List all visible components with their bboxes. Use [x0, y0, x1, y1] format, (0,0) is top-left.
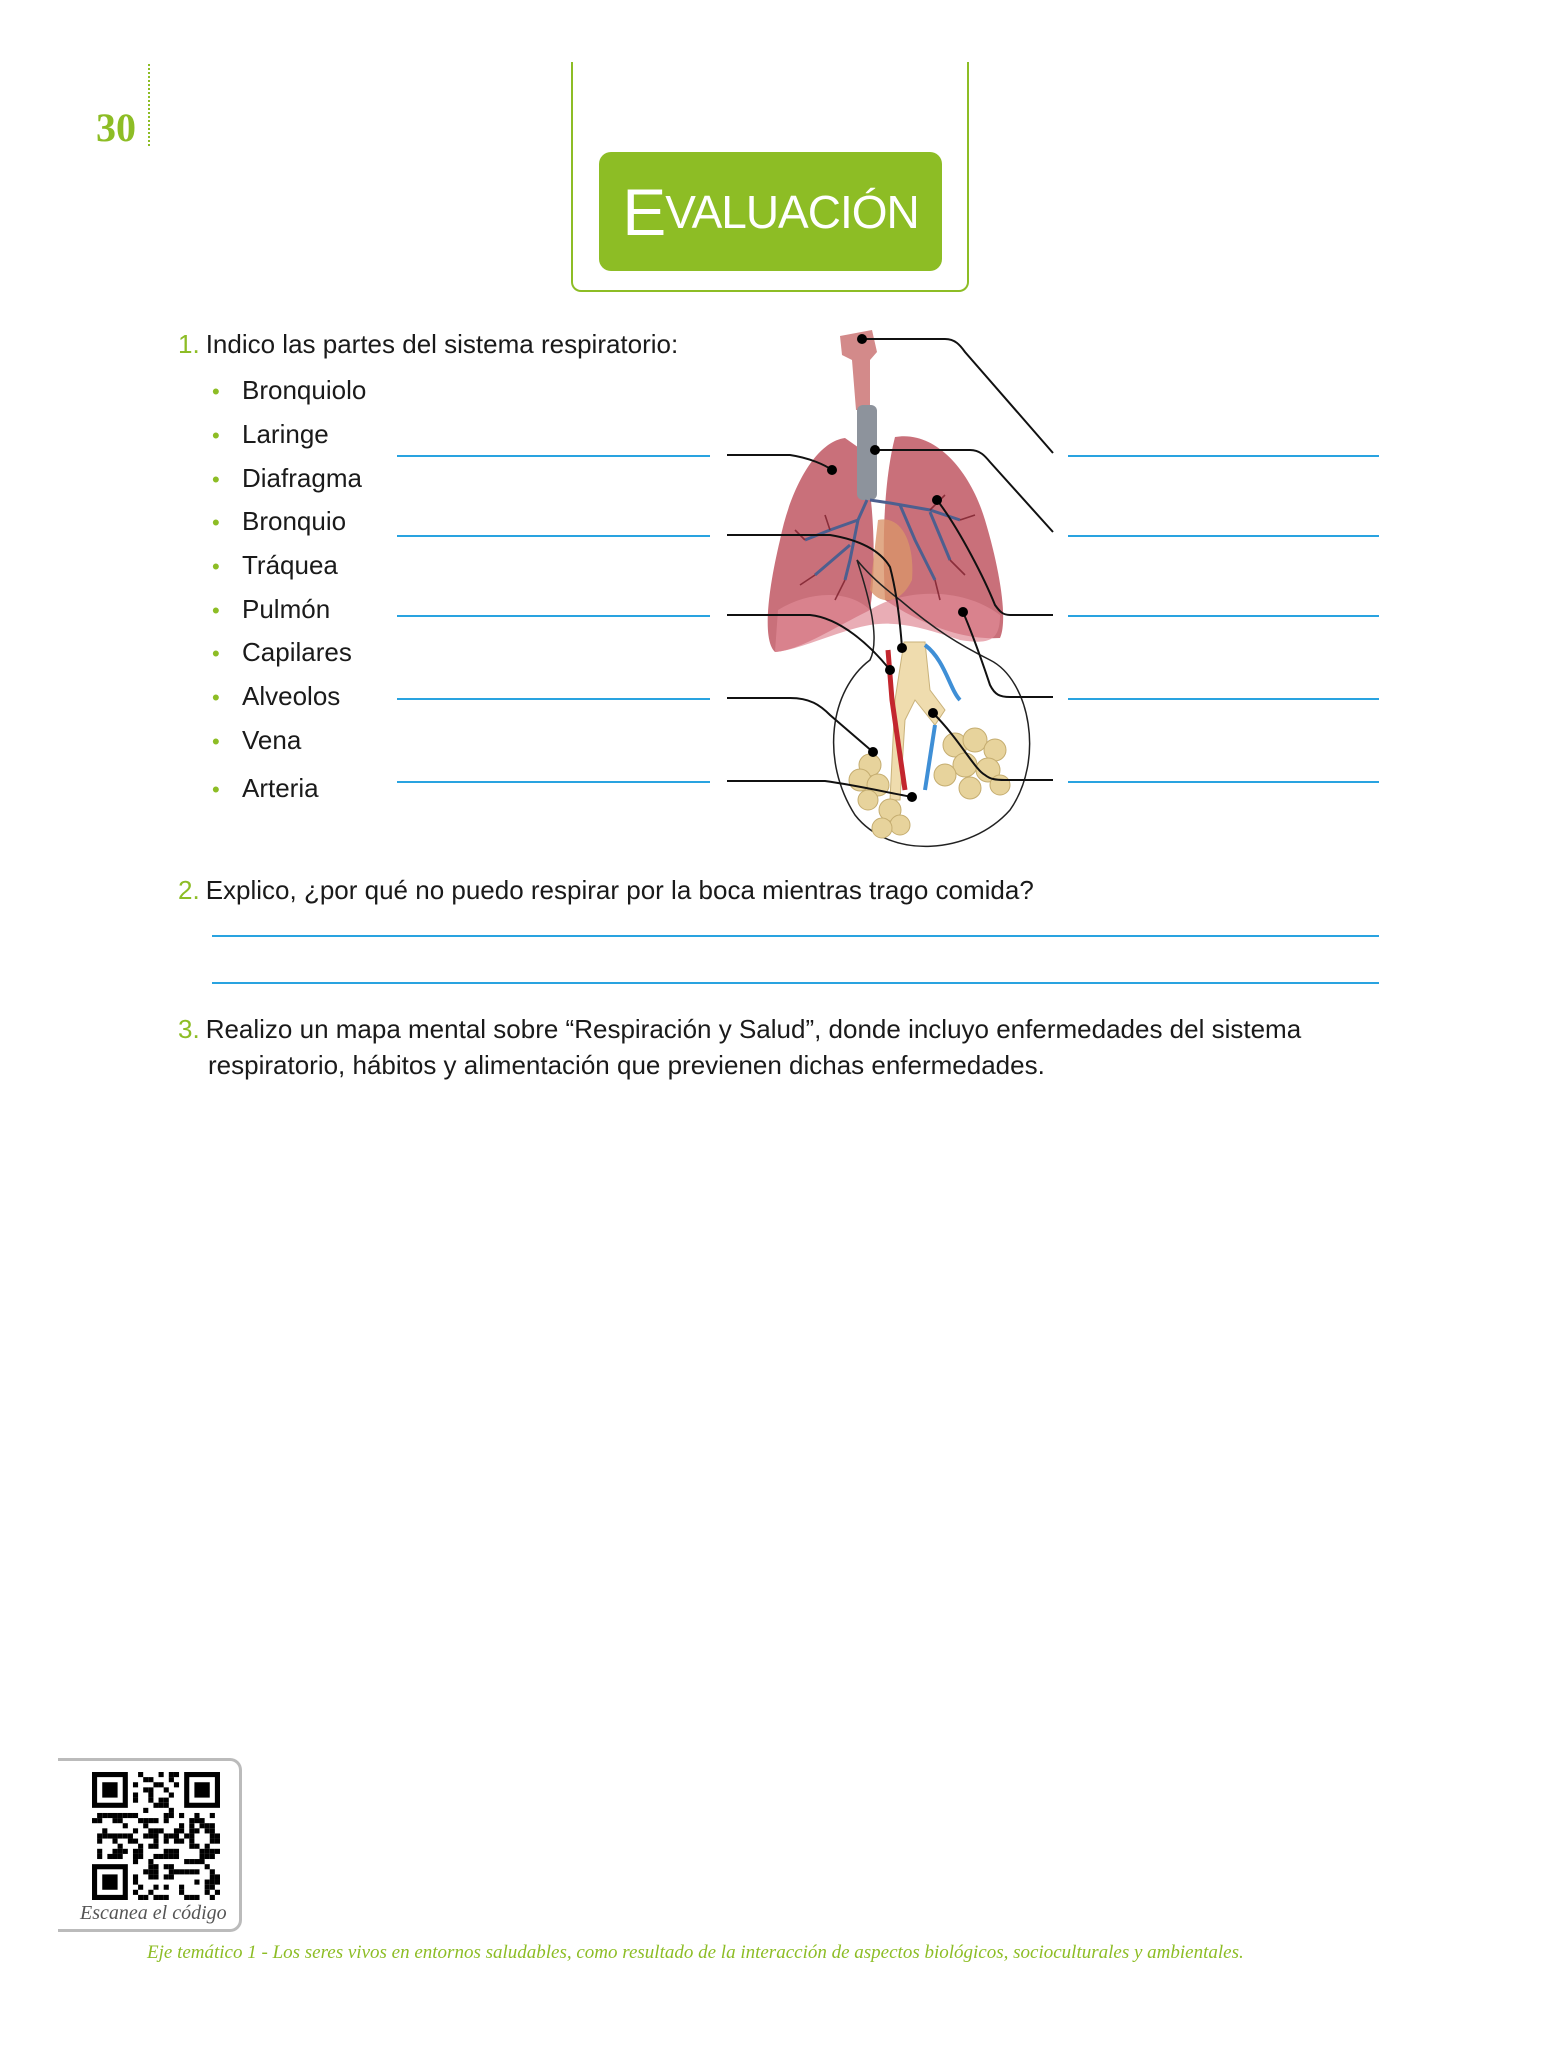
vein-vessel: [925, 645, 960, 790]
qr-code[interactable]: [92, 1772, 220, 1900]
zoom-outline: [834, 560, 1030, 846]
parts-list-item: [212, 419, 329, 450]
heart: [870, 519, 912, 600]
larynx: [840, 330, 877, 410]
answer-line[interactable]: [212, 982, 1379, 984]
question-text: Explico, ¿por qué no puedo respirar por la boca mientras trago comida?: [205, 875, 1034, 905]
title-rest: VALUACIÓN: [665, 185, 919, 238]
bullet-icon: •: [212, 554, 220, 579]
lung-base: [775, 594, 1000, 652]
part-label: Laringe: [242, 419, 329, 449]
leader-dots: [827, 334, 968, 802]
bullet-icon: •: [212, 598, 220, 623]
page-number-divider: [148, 64, 150, 146]
right-lung: [884, 436, 1003, 638]
bullet-icon: •: [212, 777, 220, 802]
bronchial-tree: [805, 500, 960, 580]
question-text: Realizo un mapa mental sobre “Respiración y Salud”, donde incluyo enfermedades del sistema: [205, 1014, 1302, 1044]
part-label: Capilares: [242, 637, 352, 667]
part-label: Diafragma: [242, 463, 362, 493]
bullet-icon: •: [212, 467, 220, 492]
bullet-icon: •: [212, 729, 220, 754]
qr-caption: Escanea el código: [80, 1902, 227, 1924]
artery-vessel: [888, 650, 905, 790]
bullet-icon: •: [212, 379, 220, 404]
footer-theme: Eje temático 1 - Los seres vivos en entornos saludables, como resultado de la interacción de aspectos biológicos, socioculturales y ambientales.: [147, 1942, 1244, 1963]
parts-list-item: [212, 550, 338, 581]
answer-line[interactable]: [1068, 455, 1379, 457]
question-1: [178, 326, 678, 362]
part-label: Arteria: [242, 773, 319, 803]
trachea: [857, 405, 877, 500]
bullet-icon: •: [212, 423, 220, 448]
bullet-icon: •: [212, 641, 220, 666]
leader-lines: [727, 339, 1053, 797]
parts-list-item: [212, 725, 301, 756]
question-2: [178, 872, 1034, 908]
title-initial: E: [622, 174, 666, 249]
question-number: 3.: [178, 1014, 200, 1044]
bronchiole-tube: [890, 642, 945, 800]
part-label: Bronquiolo: [242, 375, 367, 405]
answer-line[interactable]: [1068, 781, 1379, 783]
bullet-icon: •: [212, 685, 220, 710]
parts-list-item: [212, 506, 346, 537]
page-title: [599, 152, 942, 271]
answer-line[interactable]: [212, 935, 1379, 937]
page-number: 30: [96, 105, 136, 150]
answer-line[interactable]: [1068, 615, 1379, 617]
part-label: Alveolos: [242, 681, 341, 711]
bullet-icon: •: [212, 510, 220, 535]
question-text: Indico las partes del sistema respiratorio:: [205, 329, 679, 359]
parts-list-item: [212, 773, 319, 804]
answer-line[interactable]: [397, 698, 710, 700]
part-label: Vena: [242, 725, 302, 755]
question-3: [178, 1011, 1301, 1083]
question-number: 2.: [178, 875, 200, 905]
question-number: 1.: [178, 329, 200, 359]
part-label: Tráquea: [242, 550, 338, 580]
parts-list-item: [212, 375, 366, 406]
answer-line[interactable]: [1068, 698, 1379, 700]
answer-line[interactable]: [397, 455, 710, 457]
answer-line[interactable]: [397, 535, 710, 537]
left-lung: [768, 438, 874, 652]
parts-list-item: [212, 463, 362, 494]
answer-line[interactable]: [1068, 535, 1379, 537]
answer-line[interactable]: [397, 615, 710, 617]
parts-list-item: [212, 681, 340, 712]
parts-list-item: [212, 594, 330, 625]
answer-line[interactable]: [397, 781, 710, 783]
alveoli-cluster: [849, 728, 1010, 838]
part-label: Bronquio: [242, 506, 347, 536]
part-label: Pulmón: [242, 594, 331, 624]
question-text: respiratorio, hábitos y alimentación que previenen dichas enfermedades.: [208, 1050, 1045, 1080]
parts-list-item: [212, 637, 352, 668]
